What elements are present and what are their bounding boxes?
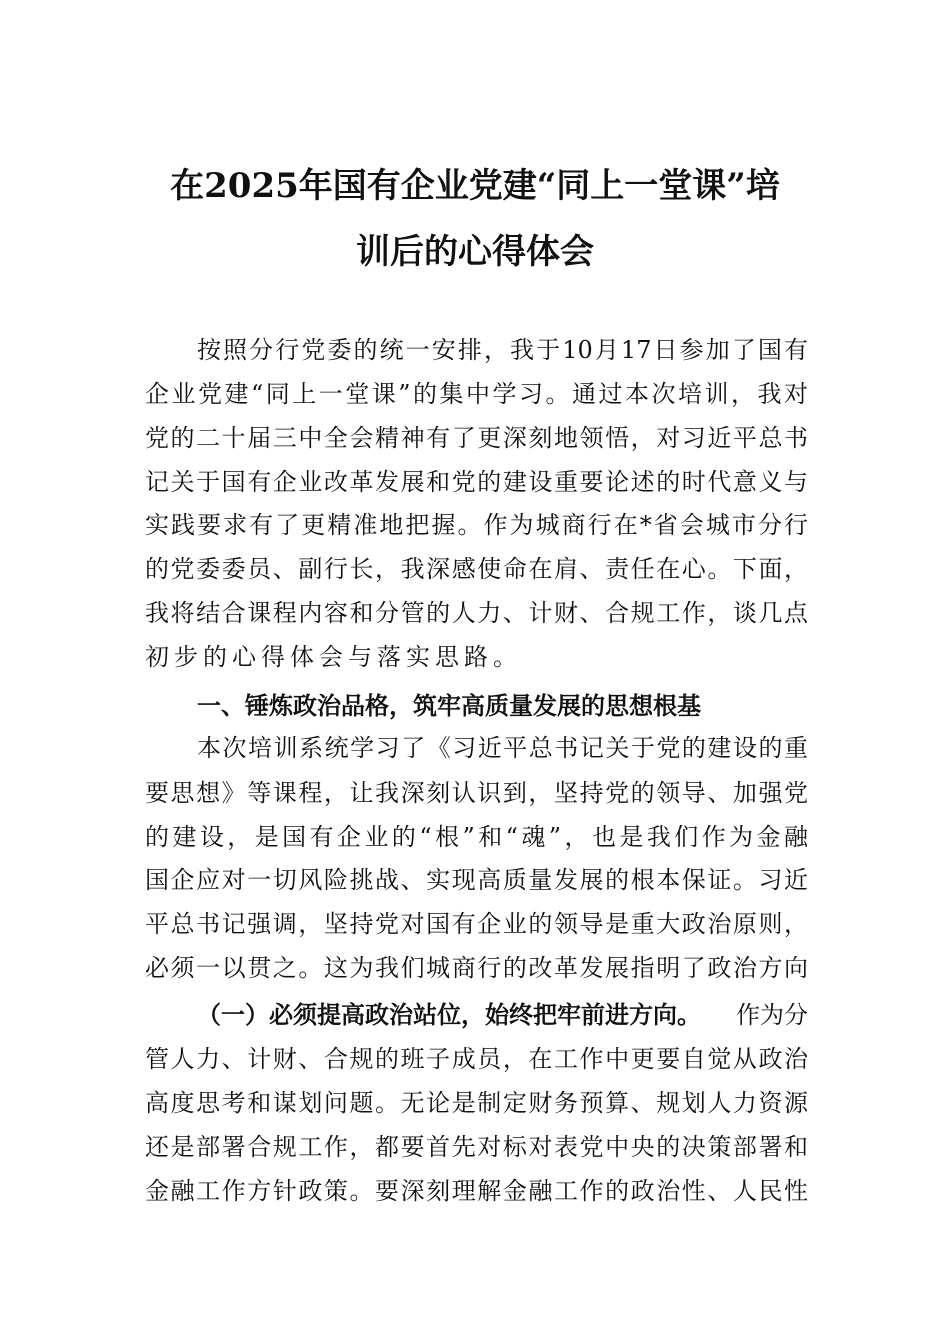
paragraph-line (197, 1000, 808, 1030)
paragraph-line: 我将结合课程内容和分管的人力、计财、合规工作，谈几点 (145, 599, 808, 627)
paragraph-line: 管人力、计财、合规的班子成员，在工作中更要自觉从政治 (145, 1045, 808, 1073)
subheading-bold-lead: （一）必须提高政治站位，始终把牢前进方向。 (197, 1000, 701, 1029)
paragraph-line: 本次培训系统学习了《习近平总书记关于党的建设的重 (197, 734, 808, 762)
paragraph-line: 国企应对一切风险挑战、实现高质量发展的根本保证。习近 (145, 866, 808, 894)
paragraph-line: 记关于国有企业改革发展和党的建设重要论述的时代意义与 (145, 468, 808, 496)
paragraph-line: 平总书记强调，坚持党对国有企业的领导是重大政治原则， (145, 910, 808, 938)
paragraph-line: 党的二十届三中全会精神有了更深刻地领悟，对习近平总书 (145, 424, 808, 452)
paragraph-line: 金融工作方针政策。要深刻理解金融工作的政治性、人民性 (145, 1177, 808, 1205)
section-heading: 一、锤炼政治品格，筑牢高质量发展的思想根基 (197, 691, 701, 720)
document-title-line-1: 在2025年国有企业党建“同上一堂课”培 (170, 166, 780, 206)
paragraph-line: 要思想》等课程，让我深刻认识到，坚持党的领导、加强党 (145, 779, 808, 807)
paragraph-text: 作为分 (736, 1001, 808, 1029)
paragraph-line: 必须一以贯之。这为我们城商行的改革发展指明了政治方向 (145, 954, 808, 982)
paragraph-line: 企业党建“同上一堂课”的集中学习。通过本次培训，我对 (145, 380, 808, 408)
paragraph-line: 还是部署合规工作，都要首先对标对表党中央的决策部署和 (145, 1133, 808, 1161)
paragraph-line: 实践要求有了更精准地把握。作为城商行在*省会城市分行 (145, 511, 808, 539)
paragraph-line: 的党委委员、副行长，我深感使命在肩、责任在心。下面， (145, 555, 808, 583)
paragraph-line: 高度思考和谋划问题。无论是制定财务预算、规划人力资源 (145, 1089, 808, 1117)
paragraph-line: 按照分行党委的统一安排，我于10月17日参加了国有 (197, 336, 808, 364)
document-title-line-2: 训后的心得体会 (356, 232, 594, 272)
paragraph-line: 初步的心得体会与落实思路。 (145, 643, 522, 671)
paragraph-line: 的建设，是国有企业的“根”和“魂”，也是我们作为金融 (145, 823, 808, 851)
